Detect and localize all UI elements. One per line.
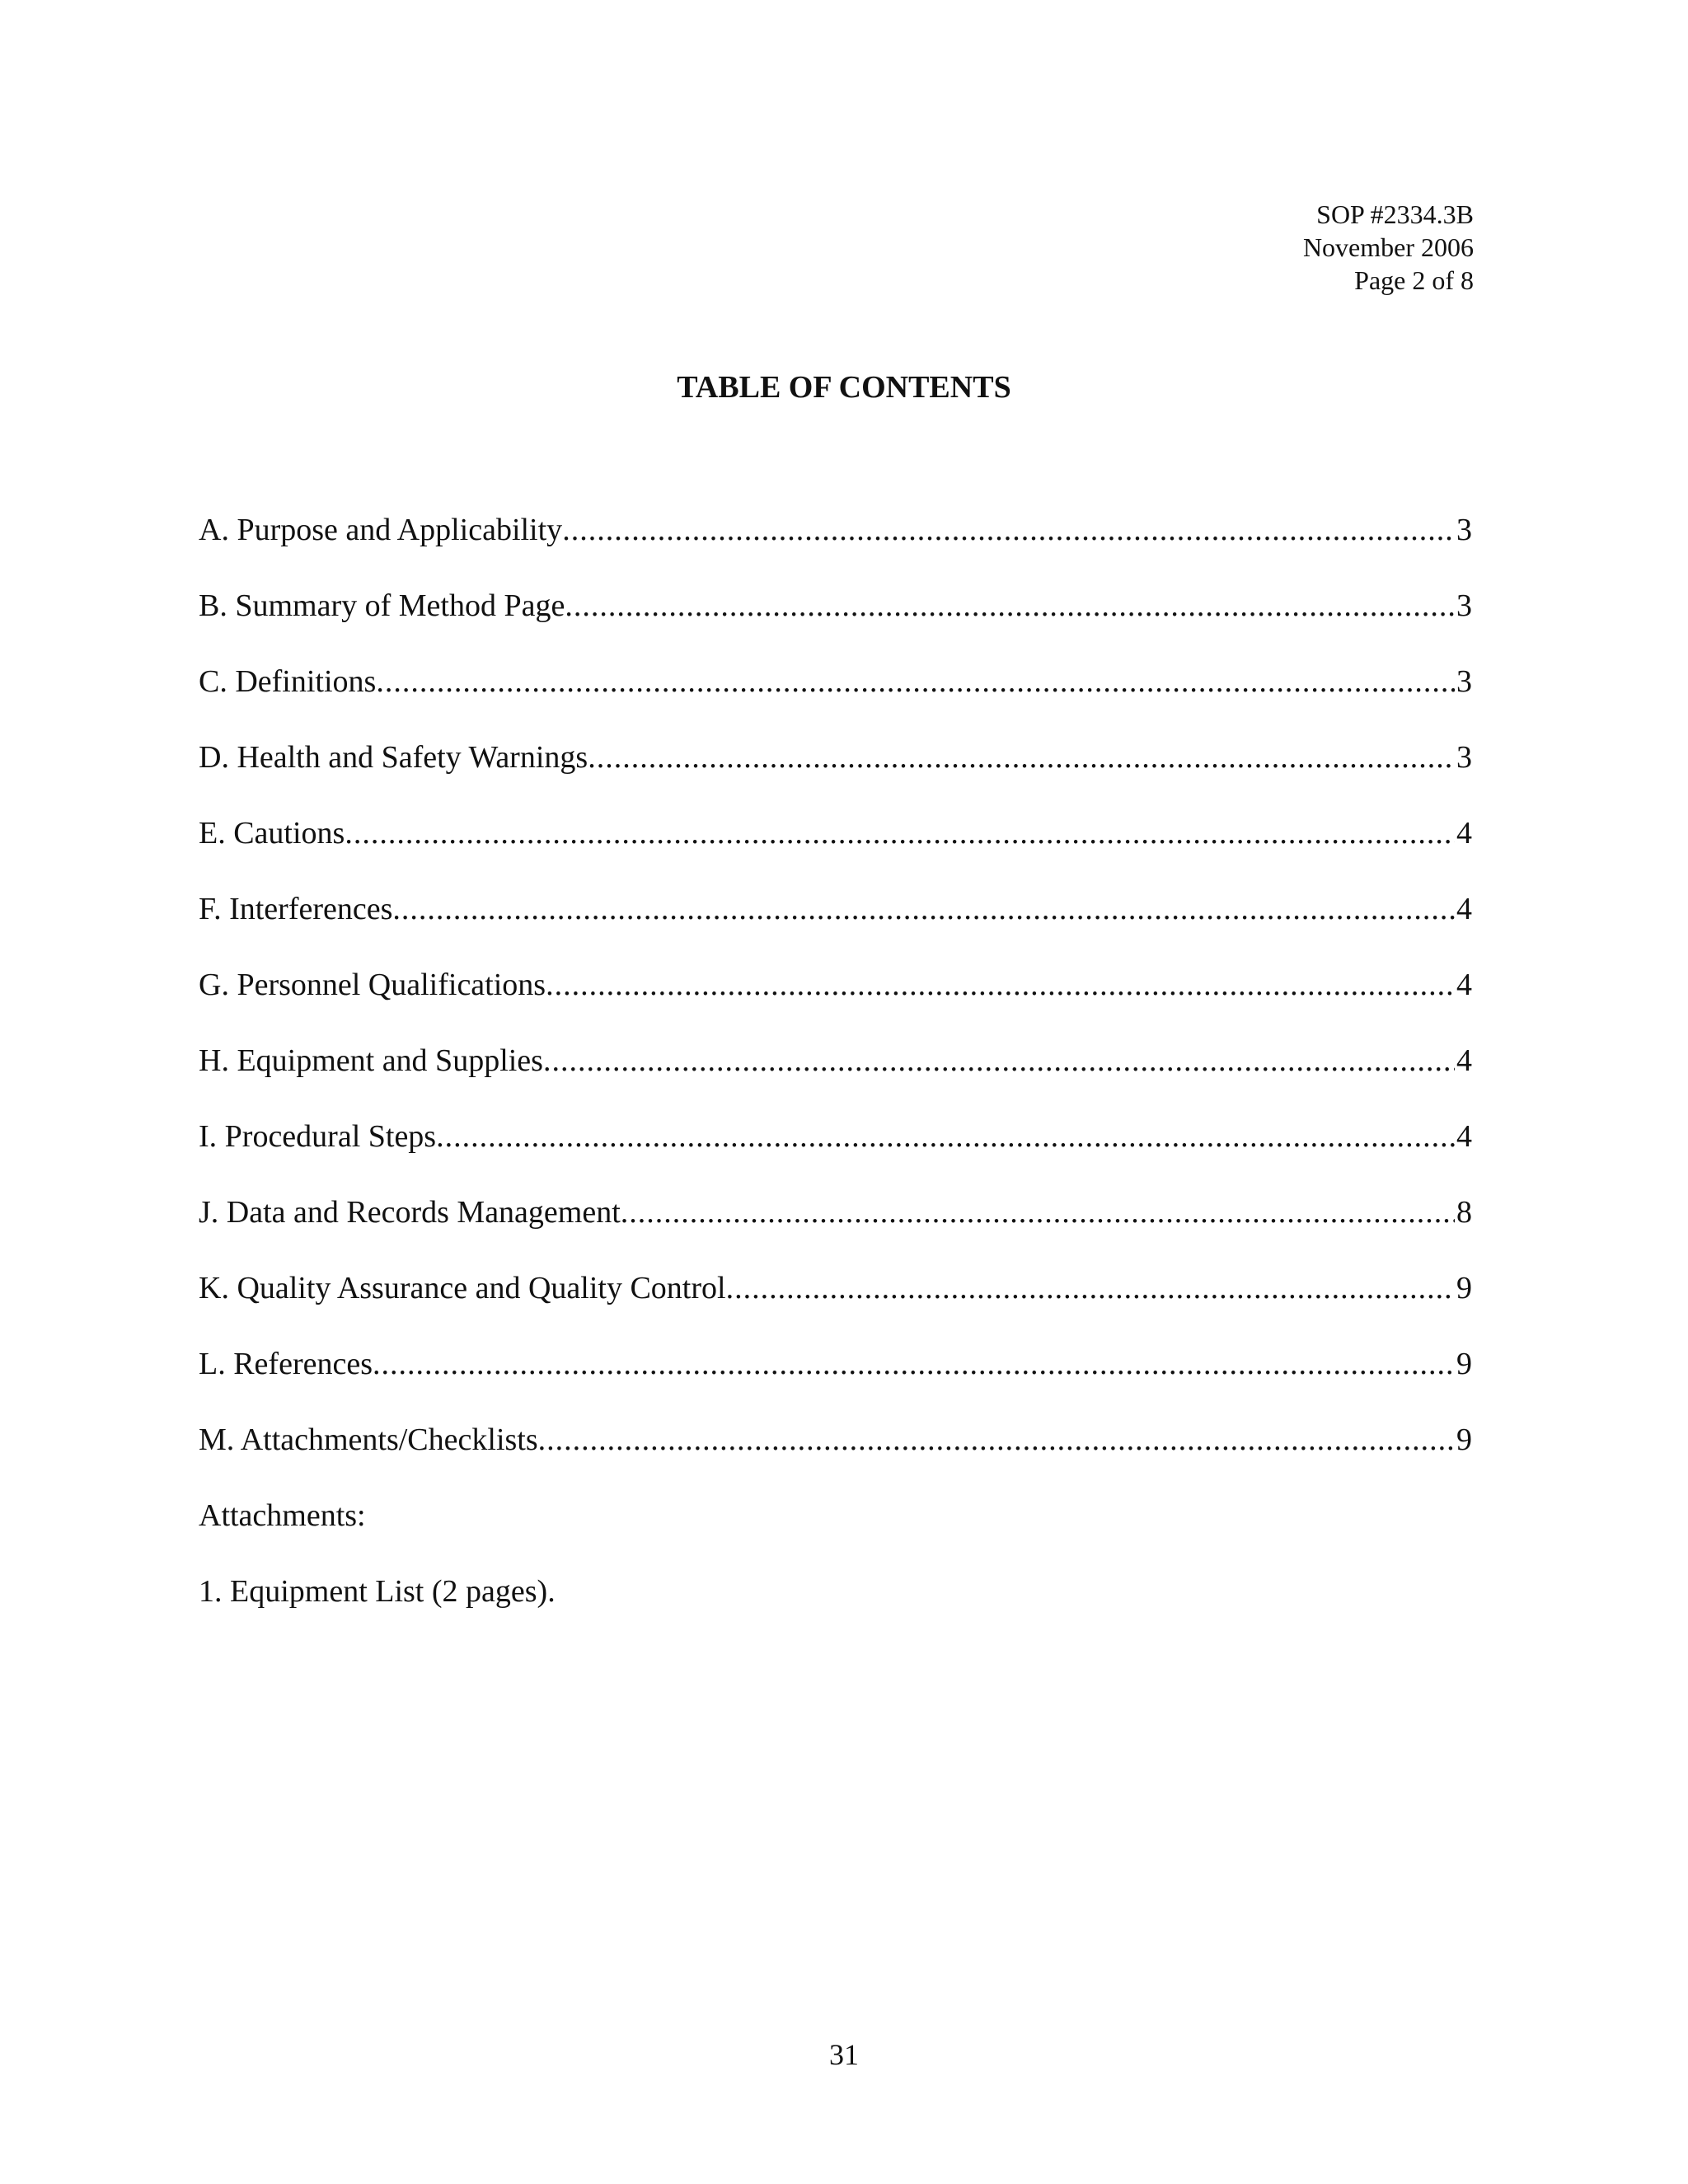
toc-entry-label: M. Attachments/Checklists (199, 1422, 538, 1457)
toc-entry-page: 3 (1456, 740, 1472, 775)
toc-entry-label: H. Equipment and Supplies (199, 1043, 543, 1078)
toc-entry-page: 9 (1456, 1271, 1472, 1305)
toc-entry (199, 1042, 1472, 1118)
toc-entry (199, 1118, 1472, 1193)
toc-entry-label: G. Personnel Qualifications (199, 968, 546, 1002)
toc-leader-dots (538, 1421, 1455, 1459)
page-title: TABLE OF CONTENTS (677, 370, 1011, 405)
page-number: 31 (829, 2038, 859, 2071)
toc-leader-dots (726, 1269, 1455, 1307)
toc-entry (199, 966, 1472, 1042)
toc-entry-label: J. Data and Records Management (199, 1195, 621, 1230)
toc-entry-label: C. Definitions (199, 664, 377, 699)
toc-leader-dots (588, 738, 1455, 776)
attachment-item: 1. Equipment List (2 pages). (199, 1574, 556, 1609)
toc-entry (199, 1421, 1472, 1497)
toc-entry-label: K. Quality Assurance and Quality Control (199, 1271, 726, 1305)
page-indicator: Page 2 of 8 (1354, 265, 1474, 295)
toc-entry-label: E. Cautions (199, 816, 345, 851)
toc-entry (199, 1193, 1472, 1269)
document-date: November 2006 (1302, 232, 1474, 262)
toc-entry (199, 738, 1472, 814)
toc-entry-page: 4 (1456, 892, 1472, 926)
toc-leader-dots (543, 1042, 1455, 1080)
toc-leader-dots (546, 966, 1455, 1004)
toc-entry-page: 8 (1456, 1195, 1472, 1230)
table-of-contents (199, 511, 1472, 1648)
toc-leader-dots (565, 587, 1455, 625)
toc-entry (199, 663, 1472, 738)
toc-entry (199, 814, 1472, 890)
toc-entry-page: 3 (1456, 588, 1472, 623)
toc-entry (199, 511, 1472, 587)
toc-entry-page: 4 (1456, 968, 1472, 1002)
toc-entry-page: 9 (1456, 1347, 1472, 1381)
toc-entry-page: 3 (1456, 664, 1472, 699)
toc-entry-label: F. Interferences (199, 892, 393, 926)
toc-leader-dots (373, 1345, 1455, 1383)
toc-entry (199, 890, 1472, 966)
toc-entry-label: B. Summary of Method Page (199, 588, 565, 623)
toc-entry-page: 4 (1456, 816, 1472, 851)
toc-entry-label: L. References (199, 1347, 373, 1381)
toc-entry (199, 1269, 1472, 1345)
toc-entry-page: 4 (1456, 1043, 1472, 1078)
toc-leader-dots (562, 511, 1455, 549)
toc-entry-label: I. Procedural Steps (199, 1119, 437, 1154)
toc-leader-dots (436, 1118, 1455, 1155)
sop-number: SOP #2334.3B (1316, 199, 1474, 229)
document-header (1303, 198, 1474, 297)
toc-leader-dots (392, 890, 1455, 928)
toc-leader-dots (621, 1193, 1455, 1231)
toc-leader-dots (376, 663, 1455, 701)
toc-entry-page: 9 (1456, 1422, 1472, 1457)
attachments-heading: Attachments: (199, 1498, 366, 1533)
toc-entry-label: A. Purpose and Applicability (199, 513, 563, 547)
toc-entry-page: 3 (1456, 513, 1472, 547)
toc-leader-dots (345, 814, 1455, 852)
toc-entry-page: 4 (1456, 1119, 1472, 1154)
toc-entry (199, 1345, 1472, 1421)
toc-entry (199, 587, 1472, 663)
toc-entry-label: D. Health and Safety Warnings (199, 740, 588, 775)
